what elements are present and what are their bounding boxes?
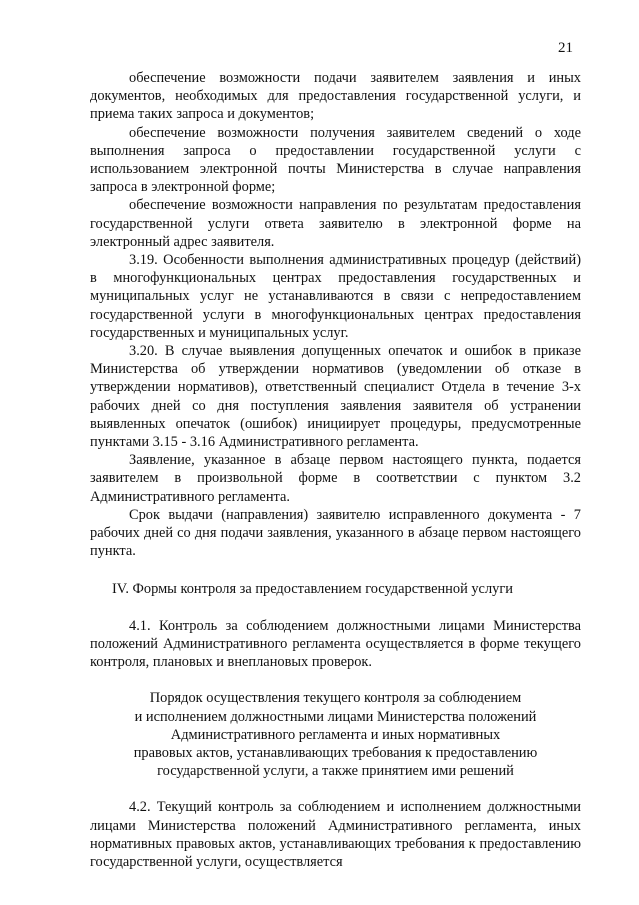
paragraph-submission: обеспечение возможности подачи заявителем заявления и иных документов, необходимых для предоставления государственной услуги, и приема таких запроса и документов; (90, 70, 581, 123)
document-body (90, 69, 581, 871)
subheading-line: Административного регламента и иных нормативных (170, 726, 501, 743)
paragraph-4-1: 4.1. Контроль за соблюдением должностными лицами Министерства положений Административного регламента осуществляется в форме текущего контроля, плановых и внеплановых проверок. (90, 617, 581, 671)
subheading-line: Порядок осуществления текущего контроля за соблюдением (149, 690, 522, 707)
subheading-line: и исполнением должностными лицами Министерства положений (134, 708, 537, 725)
subheading (90, 689, 581, 780)
paragraph-3-19: 3.19. Особенности выполнения административных процедур (действий) в многофункциональных центрах предоставления государственных и муниципальных услуг не устанавливаются в связи с непредоставлением государственной услуги в многофункциональных центрах предоставления государственных и муниципальных услуг. (90, 252, 581, 341)
paragraph-application-form: Заявление, указанное в абзаце первом настоящего пункта, подается заявителем в произвольной форме в соответствии с пунктом 3.2 Административного регламента. (90, 452, 581, 505)
subheading-line: государственной услуги, а также принятием ими решений (157, 763, 514, 780)
page-number: 21 (558, 40, 573, 56)
paragraph-status-info: обеспечение возможности получения заявителем сведений о ходе выполнения запроса о предоставлении государственной услуги с использованием электронной почты Министерства в случае направления запроса в электронной форме; (90, 124, 581, 196)
paragraph-response: обеспечение возможности направления по результатам предоставления государственной услуги ответа заявителю в электронной форме на электронный адрес заявителя. (90, 197, 581, 250)
section-heading: IV. Формы контроля за предоставлением государственной услуги (112, 581, 513, 598)
paragraph-issue-term: Срок выдачи (направления) заявителю исправленного документа - 7 рабочих дней со дня подачи заявления, указанного в абзаце первом настоящего пункта. (90, 506, 581, 560)
paragraph-4-2: 4.2. Текущий контроль за соблюдением и исполнением должностными лицами Министерства положений Административного регламента, иных нормативных правовых актов, устанавливающих требования к предоставлению государственной услуги, осуществляется (90, 799, 581, 870)
subheading-line: правовых актов, устанавливающих требования к предоставлению (133, 744, 538, 761)
paragraph-3-20: 3.20. В случае выявления допущенных опечаток и ошибок в приказе Министерства об утверждении нормативов (уведомлении об отказе в утверждении нормативов), ответственный специалист Отдела в течение 3-х рабочих дней со дня поступления заявления заявителя об устранении выявленных опечаток (ошибок) инициирует процедуры, предусмотренные пунктами 3.15 - 3.16 Административного регламента. (90, 343, 581, 451)
